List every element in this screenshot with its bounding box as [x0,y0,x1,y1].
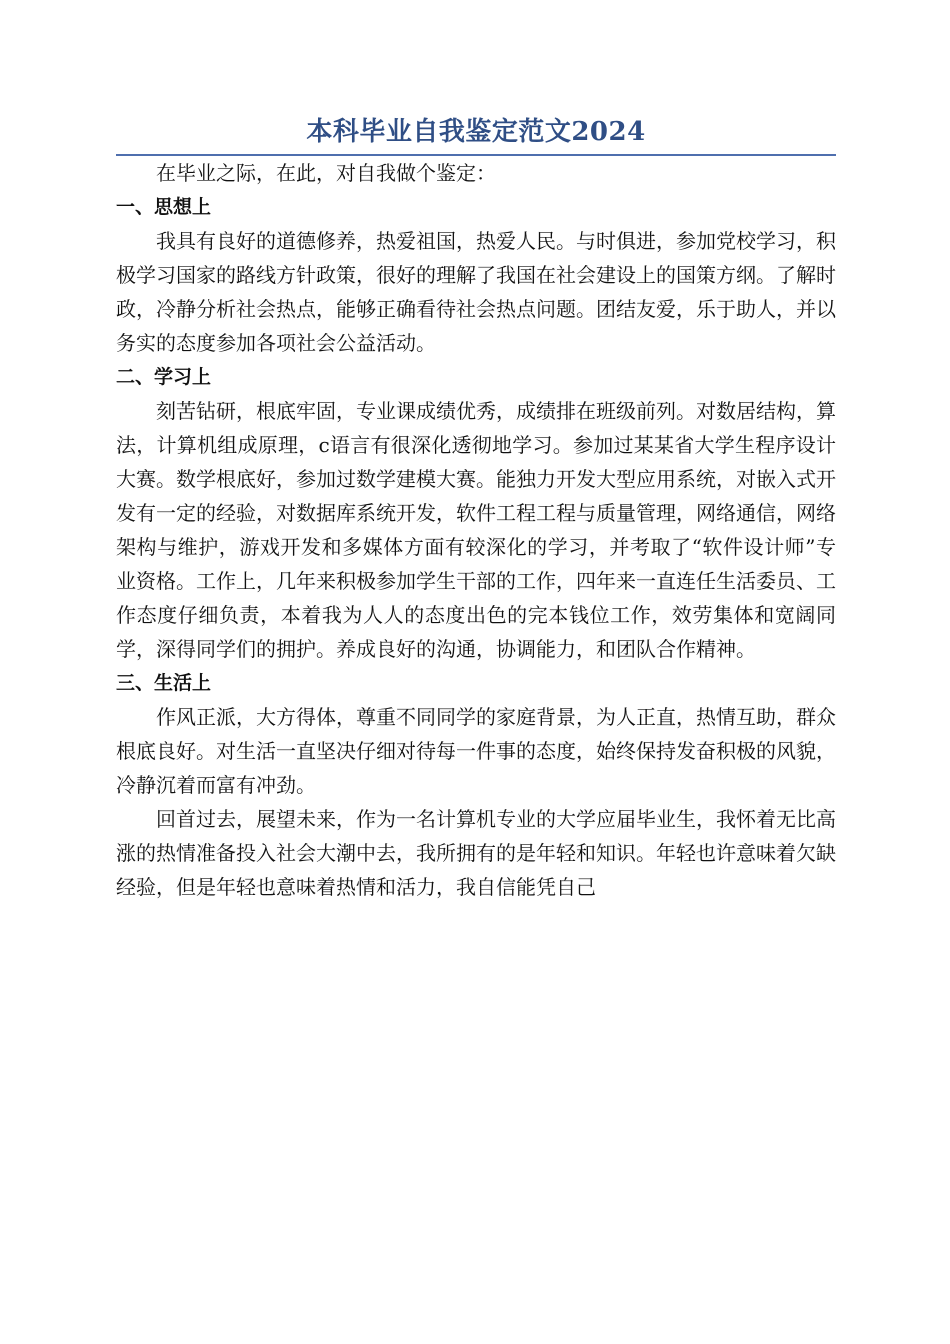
section-paragraph-study: 刻苦钻研，根底牢固，专业课成绩优秀，成绩排在班级前列。对数居结构，算法，计算机组成原理，c语言有很深化透彻地学习。参加过某某省大学生程序设计大赛。数学根底好，参加过数学建模大赛。能独力开发大型应用系统，对嵌入式开发有一定的经验，对数据库系统开发，软件工程工程与质量管理，网络通信，网络架构与维护，游戏开发和多媒体方面有较深化的学习，并考取了“软件设计师”专业资格。工作上，几年来积极参加学生干部的工作，四年来一直连任生活委员、工作态度仔细负责，本着我为人人的态度出色的完本钱位工作，效劳集体和宽阔同学，深得同学们的拥护。养成良好的沟通，协调能力，和团队合作精神。 [116,399,836,661]
section-paragraph-thought: 我具有良好的道德修养，热爱祖国，热爱人民。与时俱进，参加党校学习，积极学习国家的路线方针政策，很好的理解了我国在社会建设上的国策方纲。了解时政，冷静分析社会热点，能够正确看待社会热点问题。团结友爱，乐于助人，并以务实的态度参加各项社会公益活动。 [116,229,836,355]
section-heading-study: 二、学习上 [116,366,212,388]
intro-paragraph: 在毕业之际，在此，对自我做个鉴定： [156,161,496,185]
section-heading-thought: 一、思想上 [116,196,212,218]
document-title: 本科毕业自我鉴定范文2024 [116,112,836,156]
section-heading-life: 三、生活上 [116,672,212,694]
document-page [116,112,836,904]
closing-paragraph: 回首过去，展望未来，作为一名计算机专业的大学应届毕业生，我怀着无比高涨的热情准备投入社会大潮中去，我所拥有的是年轻和知识。年轻也许意味着欠缺经验，但是年轻也意味着热情和活力，我自信能凭自己 [116,807,836,899]
section-paragraph-life: 作风正派，大方得体，尊重不同同学的家庭背景，为人正直，热情互助，群众根底良好。对生活一直坚决仔细对待每一件事的态度，始终保持发奋积极的风貌，冷静沉着而富有冲劲。 [116,705,836,797]
